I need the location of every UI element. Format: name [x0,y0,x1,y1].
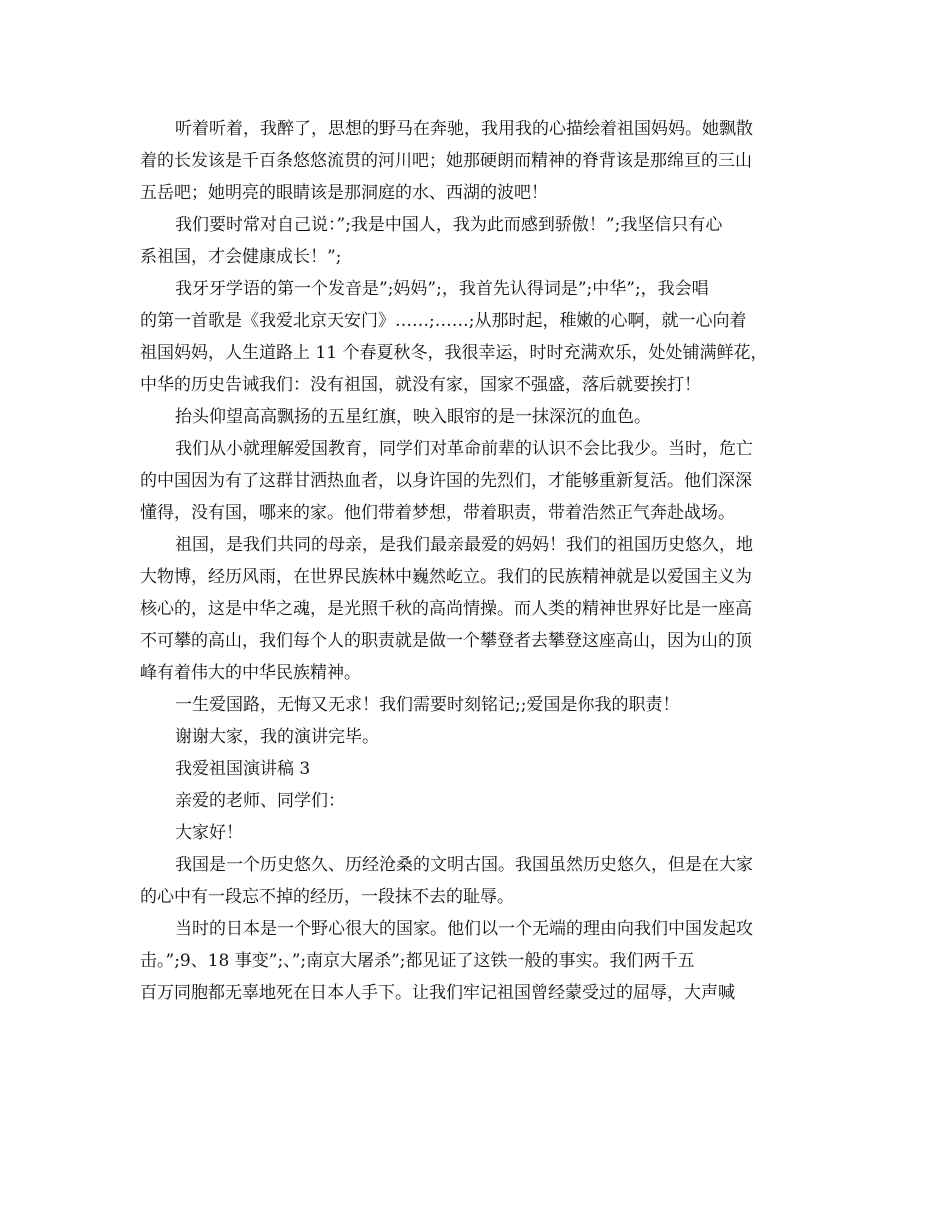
paragraph-line: 不可攀的高山，我们每个人的职责就是做一个攀登者去攀登这座高山，因为山的顶 [140,631,752,651]
paragraph-first-line: 我们要时常对自己说：”;我是中国人，我为此而感到骄傲！”;我坚信只有心 [175,215,723,235]
paragraph-first-line: 听着听着，我醉了，思想的野马在奔驰，我用我的心描绘着祖国妈妈。她飘散 [175,119,753,139]
paragraph-first-line: 亲爱的老师、同学们： [175,791,345,811]
paragraph-line: 懂得，没有国，哪来的家。他们带着梦想，带着职责，带着浩然正气奔赴战场。 [140,503,735,523]
paragraph-line: 祖国妈妈，人生道路上 11 个春夏秋冬，我很幸运，时时充满欢乐，处处铺满鲜花， [140,343,768,363]
paragraph-first-line: 大家好！ [175,823,243,843]
paragraph-first-line: 我爱祖国演讲稿 3 [175,759,311,779]
paragraph-first-line: 一生爱国路，无悔又无求！我们需要时刻铭记;;爱国是你我的职责！ [175,695,680,715]
paragraph-first-line: 当时的日本是一个野心很大的国家。他们以一个无端的理由向我们中国发起攻 [175,919,753,939]
paragraph-line: 击。”;9、18 事变”;、”;南京大屠杀”;都见证了这铁一般的事实。我们两千五 [140,951,695,971]
paragraph-first-line: 抬头仰望高高飘扬的五星红旗，映入眼帘的是一抹深沉的血色。 [175,407,651,427]
paragraph-first-line: 谢谢大家，我的演讲完毕。 [175,727,379,747]
paragraph-line: 系祖国，才会健康成长！”; [140,247,342,267]
paragraph-first-line: 祖国，是我们共同的母亲，是我们最亲最爱的妈妈！我们的祖国历史悠久，地 [175,535,753,555]
paragraph-line: 着的长发该是千百条悠悠流贯的河川吧；她那硬朗而精神的脊背该是那绵亘的三山 [140,151,752,171]
paragraph-first-line: 我国是一个历史悠久、历经沧桑的文明古国。我国虽然历史悠久，但是在大家 [175,855,753,875]
paragraph-line: 五岳吧；她明亮的眼睛该是那洞庭的水、西湖的波吧！ [140,183,548,203]
paragraph-line: 核心的，这是中华之魂，是光照千秋的高尚情操。而人类的精神世界好比是一座高 [140,599,752,619]
paragraph-line: 中华的历史告诫我们：没有祖国，就没有家，国家不强盛，落后就要挨打！ [140,375,701,395]
paragraph-line: 的第一首歌是《我爱北京天安门》……;……;从那时起，稚嫩的心啊，就一心向着 [140,311,747,331]
document-body [140,113,810,1009]
paragraph-line: 的心中有一段忘不掉的经历，一段抹不去的耻辱。 [140,887,514,907]
paragraph-first-line: 我牙牙学语的第一个发音是”;妈妈”;，我首先认得词是”;中华”;，我会唱 [175,279,709,299]
paragraph-line: 百万同胞都无辜地死在日本人手下。让我们牢记祖国曾经蒙受过的屈辱，大声喊 [140,983,735,1003]
paragraph-line: 大物博，经历风雨，在世界民族林中巍然屹立。我们的民族精神就是以爱国主义为 [140,567,752,587]
paragraph-line: 的中国因为有了这群甘洒热血者，以身许国的先烈们，才能够重新复活。他们深深 [140,471,752,491]
paragraph-first-line: 我们从小就理解爱国教育，同学们对革命前辈的认识不会比我少。当时，危亡 [175,439,753,459]
paragraph-line: 峰有着伟大的中华民族精神。 [140,663,361,683]
